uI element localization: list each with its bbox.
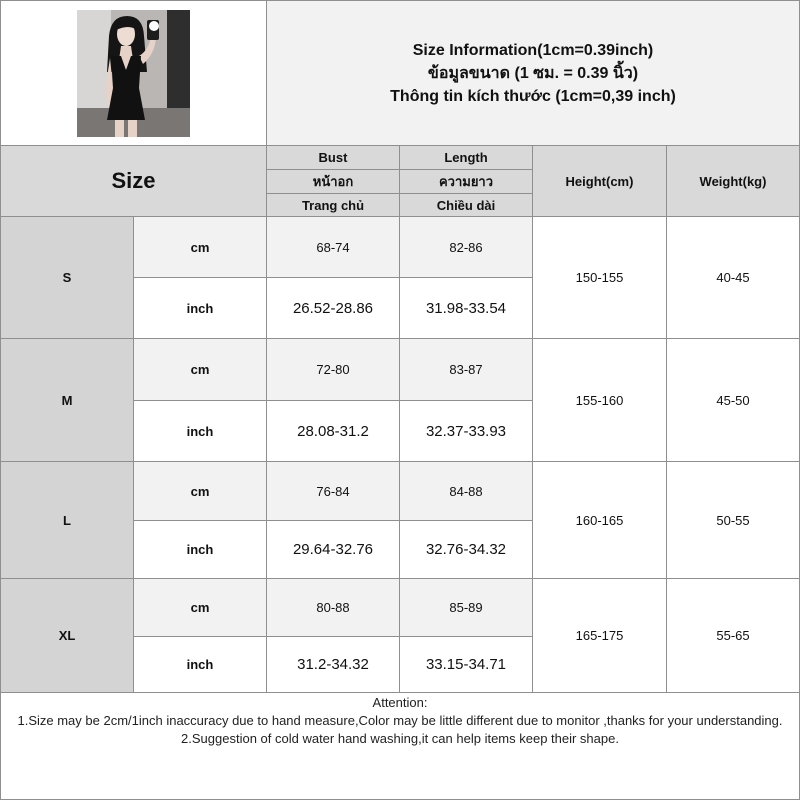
size-label-xl: XL [1, 579, 133, 692]
length-header-th: ความยาว [400, 170, 532, 193]
bust-cm-l: 76-84 [267, 462, 399, 520]
bust-cm-m: 72-80 [267, 339, 399, 400]
bust-header-th: หน้าอก [267, 170, 399, 193]
length-header-vi: Chiều dài [400, 194, 532, 216]
bust-header-vi: Trang chủ [267, 194, 399, 216]
bust-inch-m: 28.08-31.2 [267, 401, 399, 461]
weight-xl: 55-65 [667, 579, 799, 692]
length-inch-m: 32.37-33.93 [400, 401, 532, 461]
unit-inch-label: inch [134, 278, 266, 338]
unit-inch-label: inch [134, 637, 266, 692]
length-cm-s: 82-86 [400, 217, 532, 277]
unit-inch-label: inch [134, 401, 266, 461]
unit-cm-label: cm [134, 462, 266, 520]
attention-heading: Attention: [372, 695, 428, 710]
length-inch-s: 31.98-33.54 [400, 278, 532, 338]
bust-header-en: Bust [267, 146, 399, 169]
bust-cm-xl: 80-88 [267, 579, 399, 636]
size-label-l: L [1, 462, 133, 578]
attention-note-1: 1.Size may be 2cm/1inch inaccuracy due to hand measure,Color may be little different due to monitor ,thanks for your understanding. [17, 713, 783, 728]
unit-cm-label: cm [134, 579, 266, 636]
height-header: Height(cm) [533, 146, 666, 216]
photo-cell [1, 1, 266, 145]
unit-cm-label: cm [134, 339, 266, 400]
weight-m: 45-50 [667, 339, 799, 461]
weight-l: 50-55 [667, 462, 799, 578]
attention-notes [1, 693, 799, 799]
size-label-s: S [1, 217, 133, 338]
length-cm-xl: 85-89 [400, 579, 532, 636]
unit-cm-label: cm [134, 217, 266, 277]
height-s: 150-155 [533, 217, 666, 338]
bust-inch-l: 29.64-32.76 [267, 521, 399, 578]
size-info-title [267, 1, 799, 145]
attention-note-2: 2.Suggestion of cold water hand washing,it can help items keep their shape. [181, 731, 619, 746]
size-label-m: M [1, 339, 133, 461]
bust-inch-xl: 31.2-34.32 [267, 637, 399, 692]
bust-cm-s: 68-74 [267, 217, 399, 277]
title-line-vi: Thông tin kích thước (1cm=0,39 inch) [390, 87, 676, 105]
bust-inch-s: 26.52-28.86 [267, 278, 399, 338]
length-cm-l: 84-88 [400, 462, 532, 520]
length-inch-l: 32.76-34.32 [400, 521, 532, 578]
length-header-en: Length [400, 146, 532, 169]
length-cm-m: 83-87 [400, 339, 532, 400]
weight-header: Weight(kg) [667, 146, 799, 216]
product-photo [77, 10, 190, 137]
unit-inch-label: inch [134, 521, 266, 578]
length-inch-xl: 33.15-34.71 [400, 637, 532, 692]
height-m: 155-160 [533, 339, 666, 461]
weight-s: 40-45 [667, 217, 799, 338]
height-xl: 165-175 [533, 579, 666, 692]
height-l: 160-165 [533, 462, 666, 578]
title-line-th: ข้อมูลขนาด (1 ซม. = 0.39 นิ้ว) [427, 64, 639, 82]
size-header: Size [1, 146, 266, 216]
title-line-en: Size Information(1cm=0.39inch) [412, 41, 654, 59]
